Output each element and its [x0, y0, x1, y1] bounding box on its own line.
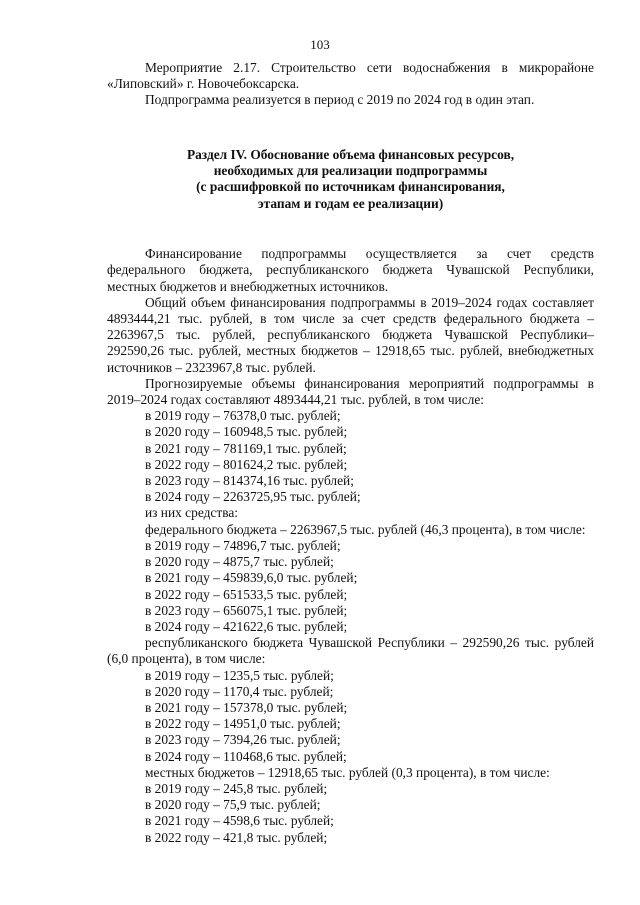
federal-year-item: в 2021 году – 459839,6,0 тыс. рублей;: [145, 570, 358, 586]
federal-year-item: в 2023 году – 656075,1 тыс. рублей;: [145, 602, 348, 618]
funding-sources-paragraph: Финансирование подпрограммы осуществляется за счет средств федерального бюджета, республиканского бюджета Чувашской Республики, местных бюджетов и внебюджетных источников.: [107, 246, 594, 294]
document-body: [107, 60, 594, 846]
total-volume-paragraph: Общий объем финансирования подпрограммы в 2019–2024 годах составляет 4893444,21 тыс. рублей, в том числе за счет средств федерального бюджета – 2263967,5 тыс. рублей, республиканского бюджета Чувашской Республики– 292590,26 тыс. рублей, местных бюджетов – 12918,65 тыс. рублей, внебюджетных источников – 2323967,8 тыс. рублей.: [107, 294, 594, 375]
section-heading-line: (с расшифровкой по источникам финансирования,: [196, 179, 505, 195]
of-which-label: из них средства:: [145, 505, 239, 521]
total-year-item: в 2020 году – 160948,5 тыс. рублей;: [145, 424, 348, 440]
total-year-item: в 2021 году – 781169,1 тыс. рублей;: [145, 440, 347, 456]
local-year-item: в 2021 году – 4598,6 тыс. рублей;: [145, 813, 334, 829]
measure-paragraph-line2: «Липовский» г. Новочебоксарска.: [107, 76, 300, 92]
republican-year-item: в 2024 году – 110468,6 тыс. рублей;: [145, 748, 347, 764]
total-year-item: в 2022 году – 801624,2 тыс. рублей;: [145, 456, 348, 472]
section-heading-line: Раздел IV. Обоснование объема финансовых ресурсов,: [186, 146, 515, 162]
local-budget-paragraph: местных бюджетов – 12918,65 тыс. рублей (0,3 процента), в том числе:: [145, 764, 550, 780]
section-heading-line: этапам и годам ее реализации): [257, 195, 444, 211]
section-heading: [107, 147, 594, 213]
republican-budget-paragraph: республиканского бюджета Чувашской Республики – 292590,26 тыс. рублей (6,0 процента), в том числе:: [107, 635, 594, 667]
period-paragraph: Подпрограмма реализуется в период с 2019 по 2024 год в один этап.: [145, 92, 535, 108]
republican-year-item: в 2021 году – 157378,0 тыс. рублей;: [145, 699, 348, 715]
section-heading-line: необходимых для реализации подпрограммы: [213, 163, 488, 179]
measure-paragraph-line1: Мероприятие 2.17. Строительство сети водоснабжения в микрорайоне: [145, 60, 594, 75]
local-year-item: в 2020 году – 75,9 тыс. рублей;: [145, 797, 321, 813]
republican-year-item: в 2019 году – 1235,5 тыс. рублей;: [145, 667, 334, 683]
federal-year-item: в 2019 году – 74896,7 тыс. рублей;: [145, 537, 341, 553]
federal-budget-paragraph: федерального бюджета – 2263967,5 тыс. рублей (46,3 процента), в том числе:: [145, 521, 586, 537]
page-number: 103: [310, 37, 330, 52]
local-year-item: в 2022 году – 421,8 тыс. рублей;: [145, 829, 328, 845]
total-year-item: в 2024 году – 2263725,95 тыс. рублей;: [145, 489, 361, 505]
forecast-paragraph: Прогнозируемые объемы финансирования мероприятий подпрограммы в 2019–2024 годах составляют 4893444,21 тыс. рублей, в том числе:: [107, 375, 594, 408]
republican-year-item: в 2022 году – 14951,0 тыс. рублей;: [145, 716, 341, 732]
federal-year-item: в 2020 году – 4875,7 тыс. рублей;: [145, 554, 334, 570]
republican-year-item: в 2023 году – 7394,26 тыс. рублей;: [145, 732, 341, 748]
local-year-item: в 2019 году – 245,8 тыс. рублей;: [145, 780, 328, 796]
total-year-item: в 2023 году – 814374,16 тыс. рублей;: [145, 473, 354, 489]
federal-year-item: в 2022 году – 651533,5 тыс. рублей;: [145, 586, 348, 602]
total-year-item: в 2019 году – 76378,0 тыс. рублей;: [145, 408, 341, 424]
federal-year-item: в 2024 году – 421622,6 тыс. рублей;: [145, 618, 348, 634]
republican-year-item: в 2020 году – 1170,4 тыс. рублей;: [145, 683, 334, 699]
